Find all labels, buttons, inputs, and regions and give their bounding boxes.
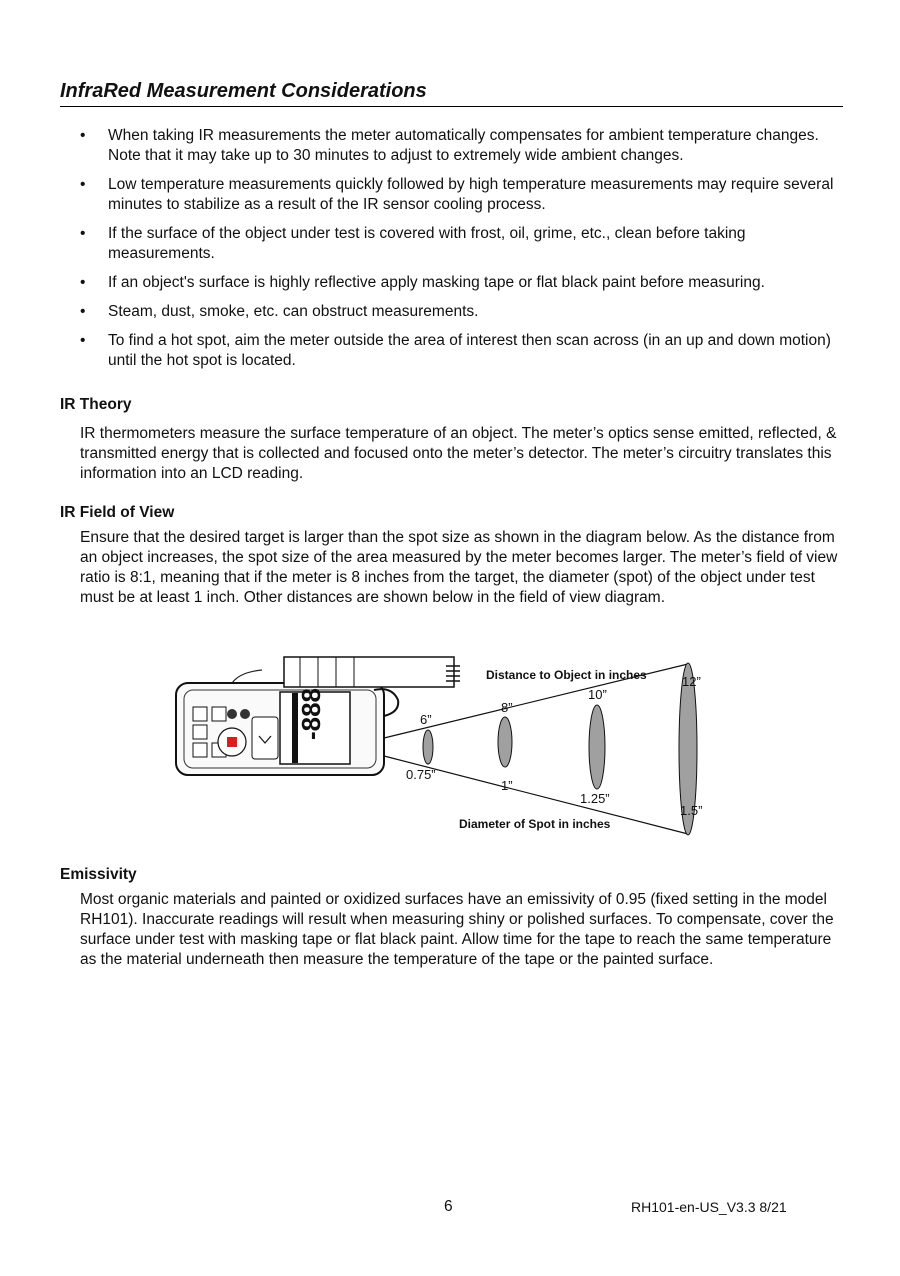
spot-ellipse [423,730,433,764]
emissivity-body: Most organic materials and painted or oxidized surfaces have an emissivity of 0.95 (fixed setting in the model RH101). Inaccurate readings will result when measuring shiny or polished surfaces. To compensate, cover the surface under test with masking tape or flat black paint. Allow time for the tape to reach the same temperature as the material underneath then measure the temperature of the tape or the painted surface. [80,891,834,968]
bullet-marker: • [80,225,86,242]
list-item-text: If the surface of the object under test is covered with frost, oil, grime, etc., clean before taking measurements. [108,225,746,262]
spot-axis-label: Diameter of Spot in inches [459,817,611,831]
distance-axis-label: Distance to Object in inches [486,668,647,682]
meter-illustration [176,657,460,775]
bullet-marker: • [80,332,86,349]
list-item-text: When taking IR measurements the meter automatically compensates for ambient temperature changes. Note that it may take up to 30 minutes to adjust to extremely wide ambient changes. [108,127,819,164]
page-number: 6 [444,1198,453,1215]
spot-label: 1.25” [580,791,610,806]
spot-label: 1” [501,778,513,793]
distance-label: 10” [588,687,607,702]
list-item-text: To find a hot spot, aim the meter outside the area of interest then scan across (in an up and down motion) until the hot spot is located. [108,332,831,369]
document-id: RH101-en-US_V3.3 8/21 [631,1199,787,1215]
list-item [60,273,850,293]
ir-theory-body: IR thermometers measure the surface temperature of an object. The meter’s optics sense emitted, reflected, & transmitted energy that is collected and focused onto the meter’s detector. The meter’s circuitry translates this information into an LCD reading. [80,425,837,482]
bullet-marker: • [80,127,86,144]
distance-label: 8” [501,700,513,715]
considerations-list [60,126,850,380]
field-of-view-diagram [170,655,730,840]
distance-label: 6” [420,712,432,727]
spot-label: 1.5” [680,803,703,818]
list-item [60,302,850,322]
bullet-marker: • [80,274,86,291]
list-item-text: Low temperature measurements quickly followed by high temperature measurements may require several minutes to stabilize as a result of the IR sensor cooling process. [108,176,834,213]
distance-label: 12” [682,674,701,689]
spot-ellipse [498,717,512,767]
page-title: InfraRed Measurement Considerations [60,80,843,107]
bullet-marker: • [80,176,86,193]
spot-label: 0.75” [406,767,436,782]
list-item [60,126,850,166]
spot-ellipse [589,705,605,789]
ir-fov-body: Ensure that the desired target is larger than the spot size as shown in the diagram below. As the distance from an object increases, the spot size of the area measured by the meter becomes larger. The meter’s field of view ratio is 8:1, meaning that if the meter is 8 inches from the target, the diameter (spot) of the object under test must be at least 1 inch. Other distances are shown below in the field of view diagram. [80,529,838,606]
ir-theory-heading: IR Theory [60,396,132,413]
bullet-marker: • [80,303,86,320]
list-item [60,175,850,215]
list-item [60,331,850,371]
list-item-text: Steam, dust, smoke, etc. can obstruct measurements. [108,303,479,320]
list-item [60,224,850,264]
list-item-text: If an object's surface is highly reflective apply masking tape or flat black paint before measuring. [108,274,765,291]
ir-fov-heading: IR Field of View [60,504,175,521]
emissivity-heading: Emissivity [60,866,137,883]
lcd-reading: -888 [296,687,326,741]
